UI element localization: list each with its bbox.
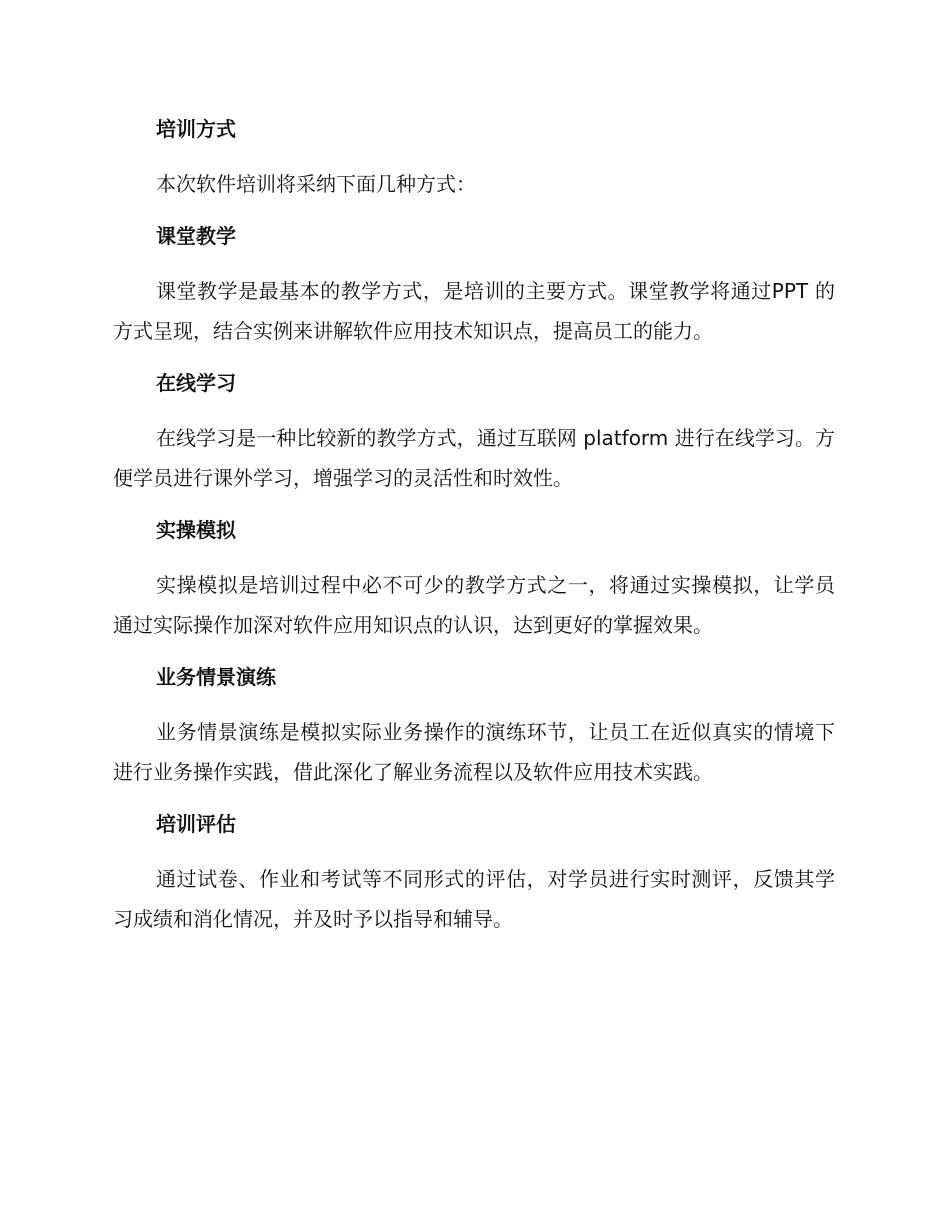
section-paragraph: 实操模拟是培训过程中必不可少的教学方式之一，将通过实操模拟，让学员通过实际操作加深对软件应用知识点的认识，达到更好的掌握效果。 <box>113 573 835 637</box>
section-heading: 实操模拟 <box>156 518 236 542</box>
section-online-learning <box>113 363 835 498</box>
section-heading: 课堂教学 <box>156 224 236 248</box>
section-heading: 业务情景演练 <box>156 665 276 689</box>
section-heading: 在线学习 <box>156 371 236 395</box>
section-paragraph: 课堂教学是最基本的教学方式，是培训的主要方式。课堂教学将通过PPT 的方式呈现，结合实例来讲解软件应用技术知识点，提高员工的能力。 <box>113 279 835 343</box>
section-paragraph: 通过试卷、作业和考试等不同形式的评估，对学员进行实时测评，反馈其学习成绩和消化情况，并及时予以指导和辅导。 <box>113 867 835 931</box>
section-practical-simulation <box>113 510 835 645</box>
section-paragraph: 本次软件培训将采纳下面几种方式： <box>156 172 476 196</box>
section-paragraph: 在线学习是一种比较新的教学方式，通过互联网 platform 进行在线学习。方便学员进行课外学习，增强学习的灵活性和时效性。 <box>113 426 835 490</box>
section-training-evaluation <box>113 804 835 939</box>
section-business-scenario-drill <box>113 657 835 792</box>
document-body <box>113 109 835 939</box>
section-heading: 培训方式 <box>156 117 236 141</box>
section-classroom-teaching <box>113 216 835 351</box>
section-heading: 培训评估 <box>156 812 236 836</box>
section-training-methods <box>113 109 835 204</box>
section-paragraph: 业务情景演练是模拟实际业务操作的演练环节，让员工在近似真实的情境下进行业务操作实践，借此深化了解业务流程以及软件应用技术实践。 <box>113 720 835 784</box>
